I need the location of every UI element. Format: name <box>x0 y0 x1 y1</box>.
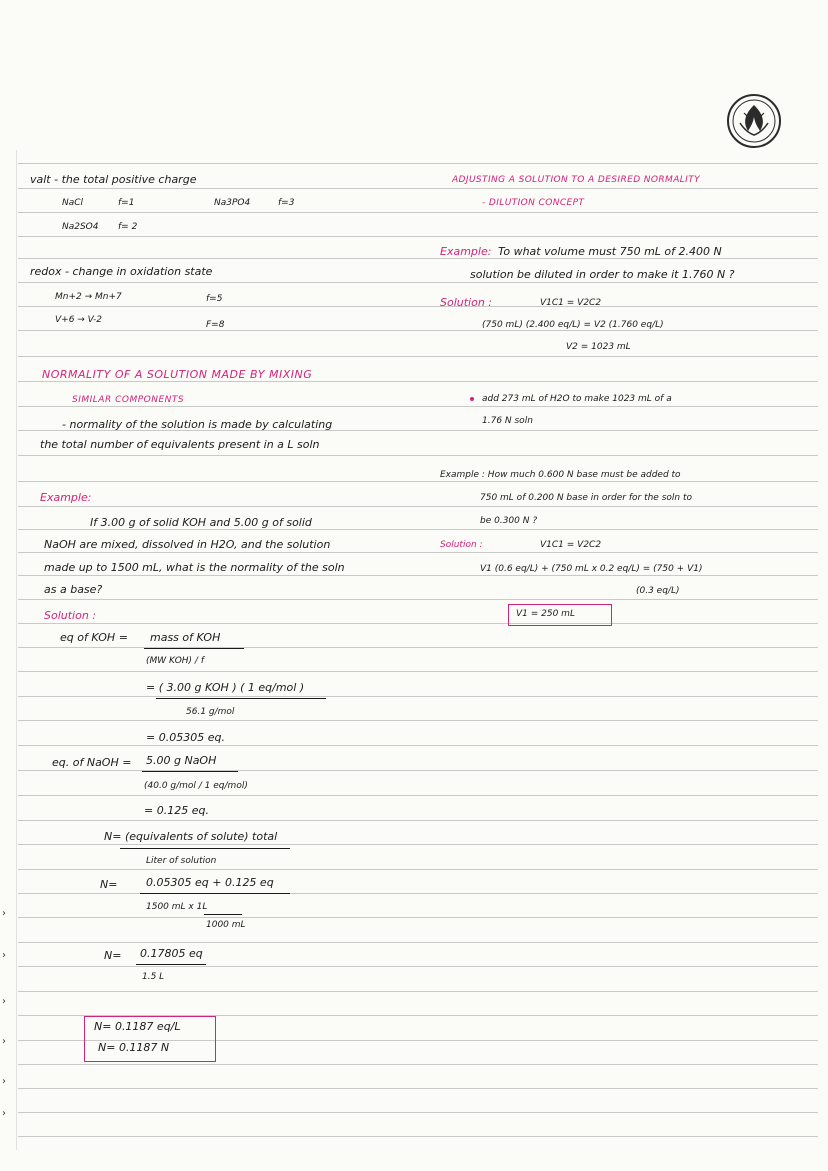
example1-substitution: (750 mL) (2.400 eq/L) = V2 (1.760 eq/L) <box>482 320 664 330</box>
ruled-line <box>18 844 818 845</box>
eq-naoh-denominator: (40.0 g/mol / 1 eq/mol) <box>144 781 248 791</box>
edge-mark: › <box>2 1108 6 1119</box>
mixing-title: NORMALITY OF A SOLUTION MADE BY MIXING <box>42 368 313 381</box>
normality-step2-numerator: 0.17805 eq <box>140 947 203 960</box>
normality-substitution-label: N= <box>100 878 118 891</box>
edge-mark: › <box>2 908 6 919</box>
example1-question-1: To what volume must 750 mL of 2.400 N <box>498 245 722 258</box>
eq-koh-substitution: = ( 3.00 g KOH ) ( 1 eq/mol ) <box>146 681 305 694</box>
eq-koh-numerator: mass of KOH <box>150 631 221 644</box>
dilution-title: ADJUSTING A SOLUTION TO A DESIRED NORMALITY <box>452 175 701 185</box>
normality-formula-numerator: N= (equivalents of solute) total <box>104 830 278 843</box>
eq-naoh-result: = 0.125 eq. <box>144 804 209 817</box>
ruled-line <box>18 1064 818 1065</box>
eq-naoh-label: eq. of NaOH = <box>52 756 132 769</box>
dilution-subtitle: - DILUTION CONCEPT <box>482 198 585 208</box>
ruled-line <box>18 745 818 746</box>
fraction-bar <box>140 893 290 894</box>
eq-koh-result: = 0.05305 eq. <box>146 731 225 744</box>
ruled-line <box>18 1112 818 1113</box>
problem-line-1: If 3.00 g of solid KOH and 5.00 g of solid <box>90 516 312 529</box>
nacl-factor: f=1 <box>118 198 135 208</box>
nacl-formula: NaCl <box>62 198 84 208</box>
edge-mark: › <box>2 996 6 1007</box>
margin-line <box>16 150 17 1150</box>
ruled-line <box>18 212 818 213</box>
normality-formula-denominator: Liter of solution <box>146 856 217 866</box>
eq-koh-denominator: (MW KOH) / f <box>146 656 204 666</box>
ruled-line <box>18 820 818 821</box>
example2-dilution-equation: V1C1 = V2C2 <box>540 540 602 550</box>
example1-note-1: add 273 mL of H2O to make 1023 mL of a <box>482 394 672 404</box>
example1-question-2: solution be diluted in order to make it 1.760 N ? <box>470 268 735 281</box>
ruled-line <box>18 481 818 482</box>
ruled-line <box>18 720 818 721</box>
ruled-line <box>18 869 818 870</box>
mn-reaction: Mn+2 → Mn+7 <box>55 292 122 302</box>
eq-koh-label: eq of KOH = <box>60 631 128 644</box>
example2-result: V1 = 250 mL <box>516 609 575 619</box>
ruled-line <box>18 942 818 943</box>
ruled-line <box>18 236 818 237</box>
ruled-line <box>18 552 818 553</box>
university-seal-icon <box>726 93 782 149</box>
ruled-line <box>18 893 818 894</box>
edge-mark: › <box>2 1036 6 1047</box>
ruled-line <box>18 991 818 992</box>
ruled-line <box>18 455 818 456</box>
example2-question-2: 750 mL of 0.200 N base in order for the soln to <box>480 493 692 503</box>
v-reaction: V+6 → V-2 <box>55 315 103 325</box>
ruled-line <box>18 795 818 796</box>
example-label: Example: <box>40 491 92 504</box>
ruled-line <box>18 306 818 307</box>
bullet-dot <box>470 397 474 401</box>
normality-substitution-denominator: 1500 mL x 1L <box>146 902 208 912</box>
eq-naoh-numerator: 5.00 g NaOH <box>146 754 217 767</box>
na2so4-formula: Na2SO4 <box>62 222 99 232</box>
v-factor: F=8 <box>206 320 225 330</box>
edge-mark: › <box>2 950 6 961</box>
ruled-line <box>18 356 818 357</box>
ruled-line <box>18 647 818 648</box>
ruled-line <box>18 599 818 600</box>
fraction-bar <box>142 771 238 772</box>
example2-question-3: be 0.300 N ? <box>480 516 538 526</box>
fraction-bar <box>120 848 290 849</box>
fraction-bar <box>144 648 244 649</box>
example1-solution-label: Solution : <box>440 296 493 309</box>
ruled-line <box>18 1088 818 1089</box>
ruled-line <box>18 696 818 697</box>
normality-step2-denominator: 1.5 L <box>142 972 165 982</box>
na3po4-factor: f=3 <box>278 198 295 208</box>
normality-substitution-numerator: 0.05305 eq + 0.125 eq <box>146 876 274 889</box>
ruled-line <box>18 917 818 918</box>
solution-label: Solution : <box>44 609 97 622</box>
example2-question-1: Example : How much 0.600 N base must be added to <box>440 470 681 480</box>
ruled-line <box>18 1136 818 1137</box>
ruled-line <box>18 330 818 331</box>
problem-line-2: NaOH are mixed, dissolved in H2O, and the solution <box>44 538 331 551</box>
example2-substitution-cont: (0.3 eq/L) <box>636 586 680 596</box>
redox-definition: redox - change in oxidation state <box>30 265 213 278</box>
ruled-line <box>18 671 818 672</box>
example1-label: Example: <box>440 245 492 258</box>
example1-note-2: 1.76 N soln <box>482 416 533 426</box>
mixing-description-2: the total number of equivalents present in a L soln <box>40 438 320 451</box>
na2so4-factor: f= 2 <box>118 222 138 232</box>
example1-dilution-equation: V1C1 = V2C2 <box>540 298 602 308</box>
ruled-line <box>18 282 818 283</box>
edge-mark: › <box>2 1076 6 1087</box>
example1-result: V2 = 1023 mL <box>566 342 631 352</box>
ruled-line <box>18 506 818 507</box>
fraction-bar <box>204 914 242 915</box>
final-answer-line-2: N= 0.1187 N <box>98 1041 170 1054</box>
normality-conversion: 1000 mL <box>206 920 246 930</box>
ruled-line <box>18 163 818 164</box>
ruled-line <box>18 770 818 771</box>
final-answer-line-1: N= 0.1187 eq/L <box>94 1020 181 1033</box>
example2-substitution: V1 (0.6 eq/L) + (750 mL x 0.2 eq/L) = (750 + V1) <box>480 564 703 574</box>
fraction-bar <box>136 964 206 965</box>
eq-koh-molar-mass: 56.1 g/mol <box>186 707 235 717</box>
fraction-bar <box>156 698 326 699</box>
na3po4-formula: Na3PO4 <box>214 198 251 208</box>
mn-factor: f=5 <box>206 294 223 304</box>
ruled-line <box>18 188 818 189</box>
mixing-description-1: - normality of the solution is made by calculating <box>62 418 333 431</box>
ruled-line <box>18 623 818 624</box>
ruled-line <box>18 966 818 967</box>
example2-solution-label: Solution : <box>440 540 483 550</box>
problem-line-3: made up to 1500 mL, what is the normality of the soln <box>44 561 345 574</box>
mixing-subtitle: SIMILAR COMPONENTS <box>72 395 185 405</box>
normality-step2-label: N= <box>104 949 122 962</box>
valence-definition: valt - the total positive charge <box>30 173 197 186</box>
problem-line-4: as a base? <box>44 583 103 596</box>
